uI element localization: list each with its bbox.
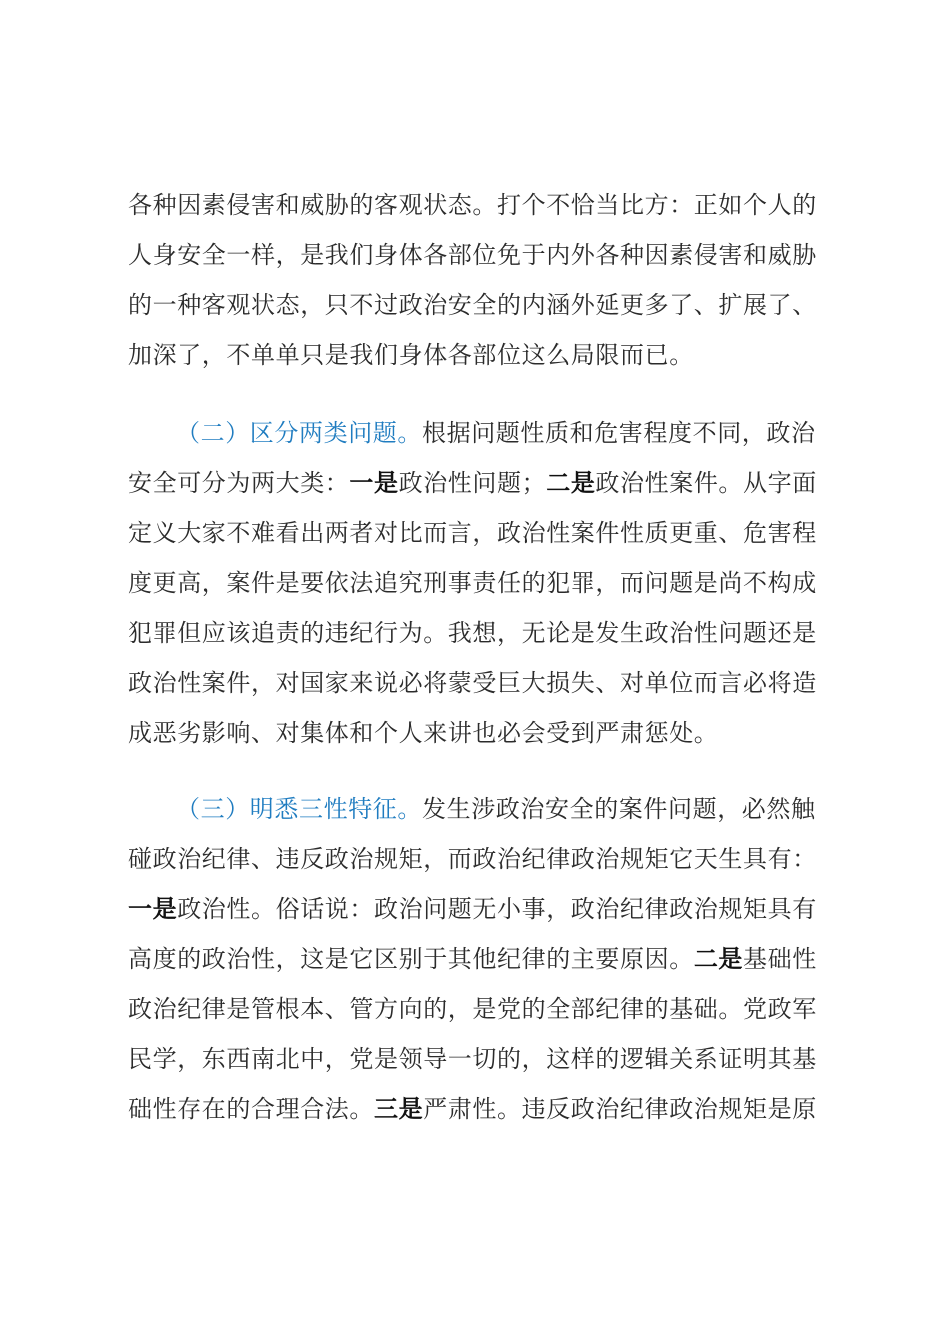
bold-marker: 一是 <box>349 469 399 497</box>
text-line: 犯罪但应该追责的违纪行为。我想，无论是发生政治性问题还是 <box>128 619 817 647</box>
text-line: 定义大家不难看出两者对比而言，政治性案件性质更重、危害程 <box>128 519 817 547</box>
text-run: 基础性 <box>743 945 817 973</box>
text-line: 各种因素侵害和威胁的客观状态。打个不恰当比方：正如个人的 <box>128 191 817 219</box>
text-line: 政治性案件，对国家来说必将蒙受巨大损失、对单位而言必将造 <box>128 669 817 697</box>
text-run: 政治性案件。从字面 <box>595 469 817 497</box>
paragraph-1 <box>128 180 844 380</box>
text-line <box>128 458 844 508</box>
bold-marker: 二是 <box>693 945 744 973</box>
text-run: 发生涉政治安全的案件问题，必然触 <box>422 795 816 823</box>
text-line <box>128 934 844 984</box>
text-line: 成恶劣影响、对集体和个人来讲也必会受到严肃惩处。 <box>128 719 719 747</box>
text-run: 安全可分为两大类： <box>128 469 350 497</box>
text-line <box>128 884 844 934</box>
text-run: 根据问题性质和危害程度不同，政治 <box>422 419 816 447</box>
text-run: 高度的政治性，这是它区别于其他纪律的主要原因。 <box>128 945 694 973</box>
paragraph-2 <box>128 408 844 758</box>
text-line: 度更高，案件是要依法追究刑事责任的犯罪，而问题是尚不构成 <box>128 569 817 597</box>
paragraph-3 <box>128 784 844 1134</box>
text-run: 政治性。俗话说：政治问题无小事，政治纪律政治规矩具有 <box>177 895 817 923</box>
bold-marker: 二是 <box>546 469 596 497</box>
text-line: 加深了，不单单只是我们身体各部位这么局限而已。 <box>128 341 694 369</box>
text-run: 严肃性。违反政治纪律政治规矩是原 <box>423 1095 817 1123</box>
text-run: 政治性问题； <box>398 469 547 497</box>
text-line <box>128 408 844 458</box>
text-line: 民学，东西南北中，党是领导一切的，这样的逻辑关系证明其基 <box>128 1045 817 1073</box>
text-line: 的一种客观状态，只不过政治安全的内涵外延更多了、扩展了、 <box>128 291 817 319</box>
text-line <box>128 784 844 834</box>
text-line <box>128 1084 844 1134</box>
text-line: 碰政治纪律、违反政治规矩，而政治纪律政治规矩它天生具有： <box>128 845 817 873</box>
text-line: 政治纪律是管根本、管方向的，是党的全部纪律的基础。党政军 <box>128 995 817 1023</box>
text-line: 人身安全一样，是我们身体各部位免于内外各种因素侵害和威胁 <box>128 241 817 269</box>
section-heading: （三）明悉三性特征。 <box>176 795 422 823</box>
text-run: 础性存在的合理合法。 <box>128 1095 374 1123</box>
bold-marker: 一是 <box>128 895 178 923</box>
bold-marker: 三是 <box>374 1095 424 1123</box>
section-heading: （二）区分两类问题。 <box>176 419 422 447</box>
